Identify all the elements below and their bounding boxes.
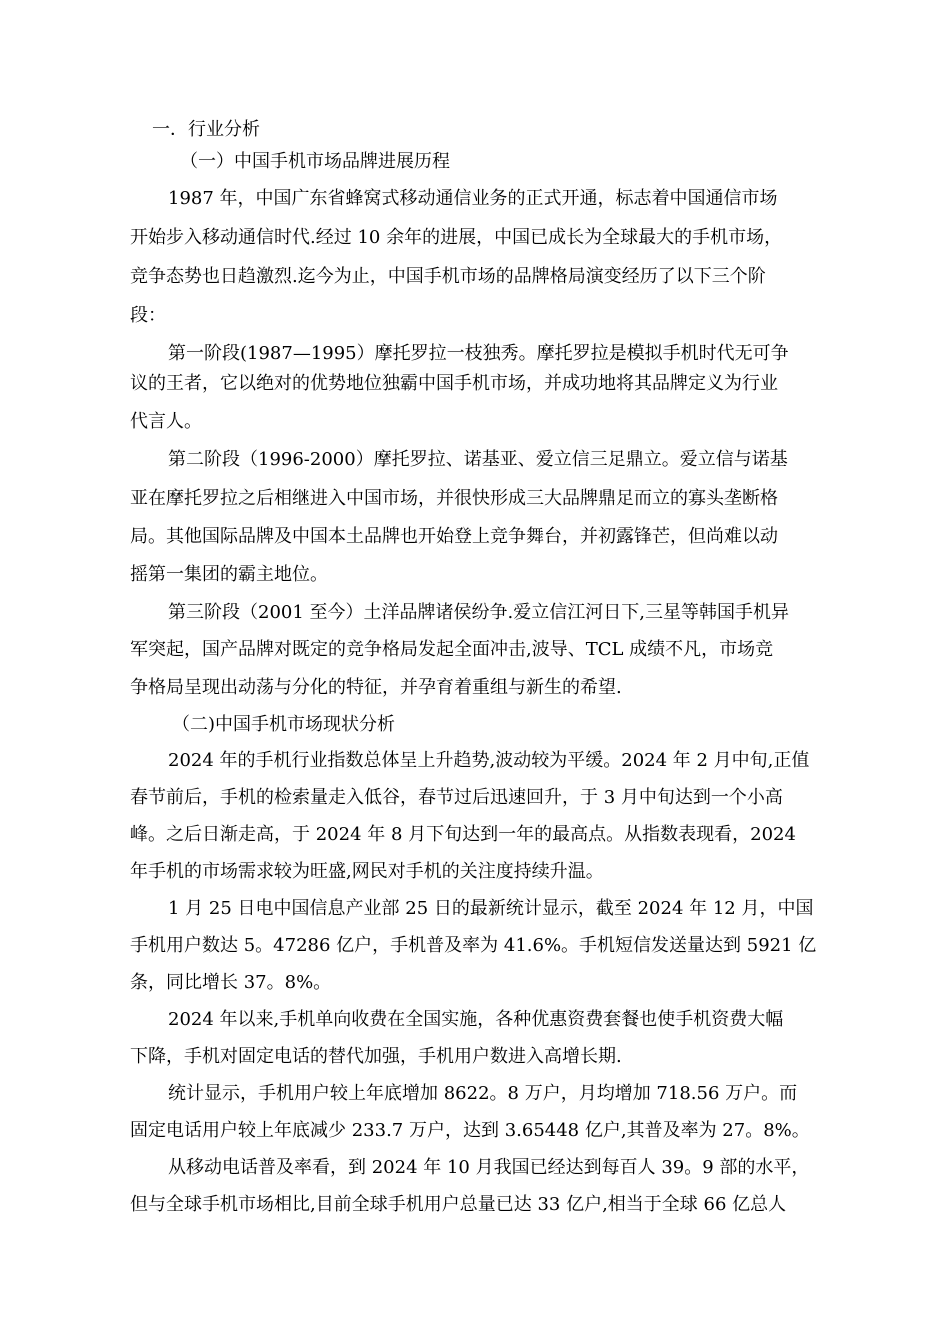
paragraph-line: 段： xyxy=(130,305,166,326)
paragraph-line: 第二阶段（1996-2000）摩托罗拉、诺基亚、爱立信三足鼎立。爱立信与诺基 xyxy=(168,449,788,470)
paragraph-line: 条，同比增长 37。8%。 xyxy=(130,972,332,993)
paragraph-line: 手机用户数达 5。47286 亿户，手机普及率为 41.6%。手机短信发送量达到 5921 亿 xyxy=(130,935,817,956)
subsection-heading-market-status: （二)中国手机市场现状分析 xyxy=(172,714,396,735)
paragraph-line: 下降，手机对固定电话的替代加强，手机用户数进入高增长期. xyxy=(130,1046,622,1067)
paragraph-line: 固定电话用户较上年底减少 233.7 万户，达到 3.65448 亿户,其普及率为 27。8%。 xyxy=(130,1120,810,1141)
section-heading-industry-analysis: 一．行业分析 xyxy=(152,119,260,140)
paragraph-line: 摇第一集团的霸主地位。 xyxy=(130,564,328,585)
paragraph-line: 局。其他国际品牌及中国本土品牌也开始登上竞争舞台，并初露锋芒，但尚难以动 xyxy=(130,526,778,547)
paragraph-line: 1987 年，中国广东省蜂窝式移动通信业务的正式开通，标志着中国通信市场 xyxy=(168,188,778,209)
paragraph-line: 代言人。 xyxy=(130,411,202,432)
paragraph-line: 争格局呈现出动荡与分化的特征，并孕育着重组与新生的希望. xyxy=(130,677,622,698)
paragraph-line: 2024 年的手机行业指数总体呈上升趋势,波动较为平缓。2024 年 2 月中旬,正值 xyxy=(168,750,810,771)
paragraph-line: 第三阶段（2001 至今）土洋品牌诸侯纷争.爱立信江河日下,三星等韩国手机异 xyxy=(168,602,789,623)
paragraph-line: 军突起，国产品牌对既定的竞争格局发起全面冲击,波导、TCL 成绩不凡，市场竞 xyxy=(130,639,774,660)
paragraph-line: 议的王者，它以绝对的优势地位独霸中国手机市场，并成功地将其品牌定义为行业 xyxy=(130,373,778,394)
paragraph-line: 竞争态势也日趋激烈.迄今为止，中国手机市场的品牌格局演变经历了以下三个阶 xyxy=(130,266,766,287)
subsection-heading-brand-history: （一）中国手机市场品牌进展历程 xyxy=(180,151,450,172)
paragraph-line: 峰。之后日渐走高，于 2024 年 8 月下旬达到一年的最高点。从指数表现看，2024 xyxy=(130,824,796,845)
paragraph-line: 1 月 25 日电中国信息产业部 25 日的最新统计显示，截至 2024 年 12 月，中国 xyxy=(168,898,814,919)
paragraph-line: 春节前后，手机的检索量走入低谷，春节过后迅速回升，于 3 月中旬达到一个小高 xyxy=(130,787,783,808)
paragraph-line: 2024 年以来,手机单向收费在全国实施，各种优惠资费套餐也使手机资费大幅 xyxy=(168,1009,784,1030)
paragraph-line: 第一阶段(1987—1995）摩托罗拉一枝独秀。摩托罗拉是模拟手机时代无可争 xyxy=(168,343,789,364)
paragraph-line: 从移动电话普及率看，到 2024 年 10 月我国已经达到每百人 39。9 部的水平， xyxy=(168,1157,810,1178)
paragraph-line: 年手机的市场需求较为旺盛,网民对手机的关注度持续升温。 xyxy=(130,861,604,882)
paragraph-line: 开始步入移动通信时代.经过 10 余年的进展，中国已成长为全球最大的手机市场， xyxy=(130,227,783,248)
paragraph-line: 亚在摩托罗拉之后相继进入中国市场，并很快形成三大品牌鼎足而立的寡头垄断格 xyxy=(130,488,778,509)
paragraph-line: 统计显示，手机用户较上年底增加 8622。8 万户，月均增加 718.56 万户。而 xyxy=(168,1083,798,1104)
paragraph-line: 但与全球手机市场相比,目前全球手机用户总量已达 33 亿户,相当于全球 66 亿总人 xyxy=(130,1194,787,1215)
